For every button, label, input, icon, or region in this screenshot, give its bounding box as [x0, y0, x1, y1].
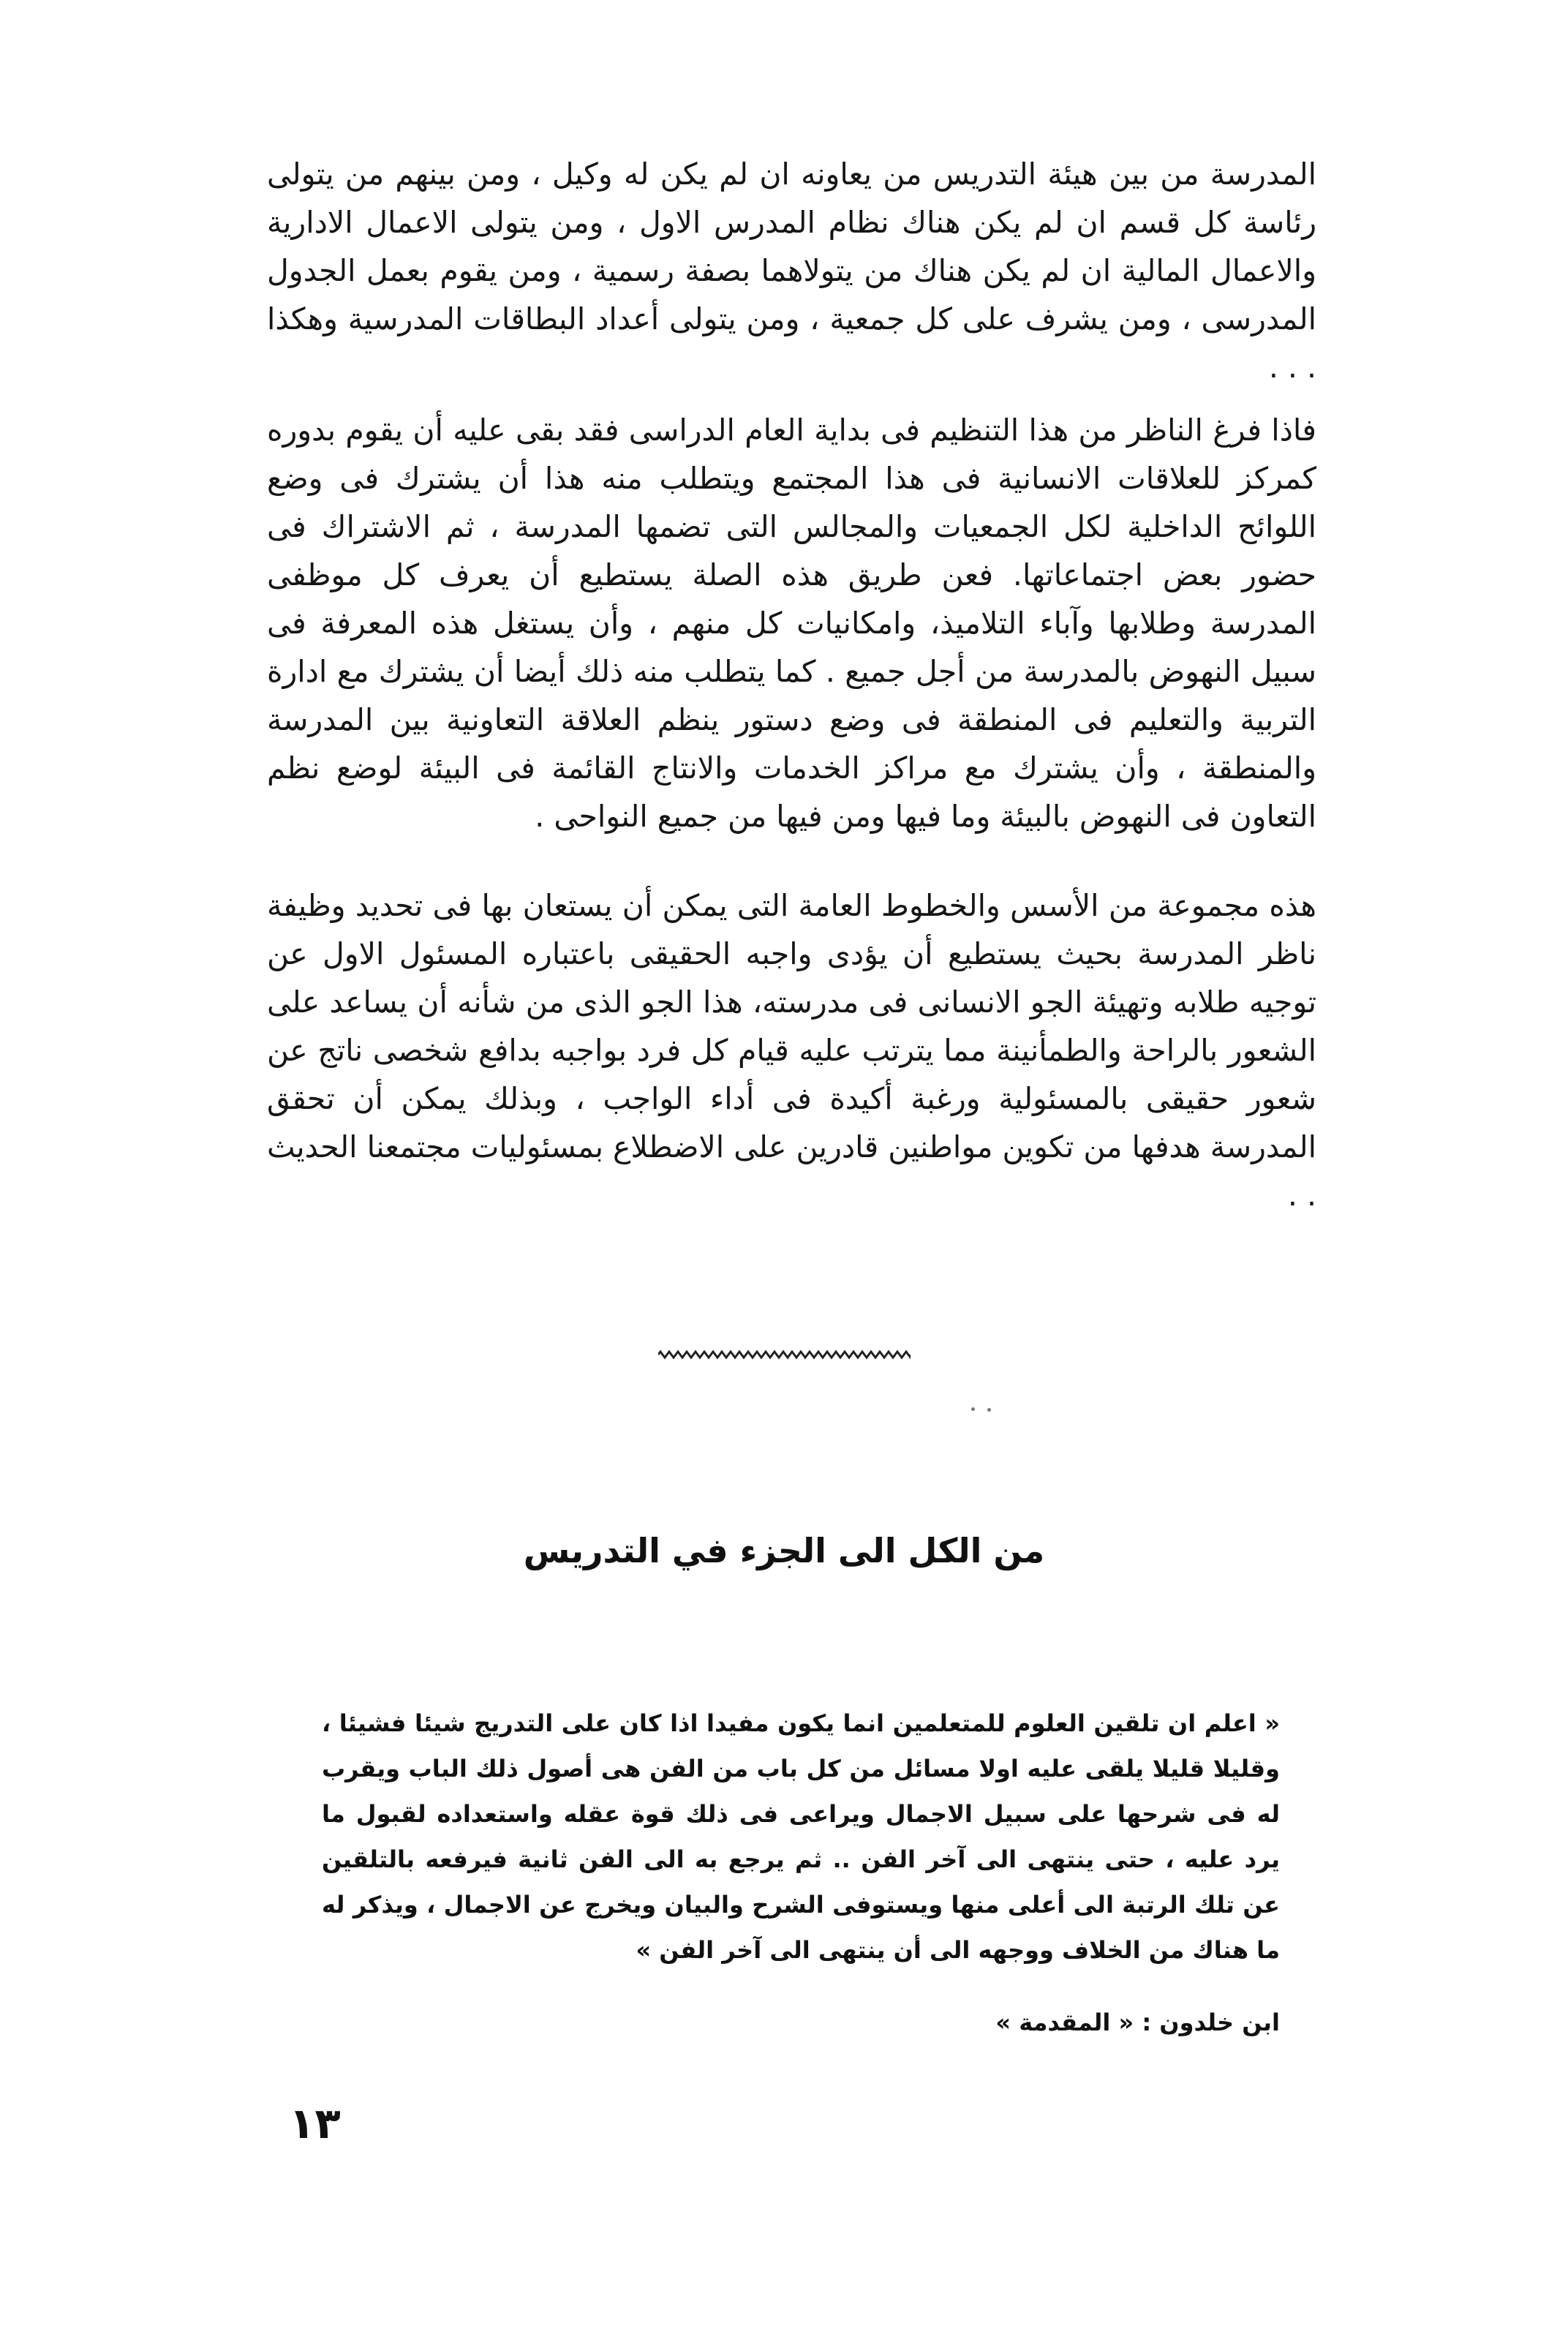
article-paragraph-1: المدرسة من بين هيئة التدريس من يعاونه ان لم يكن له وكيل ، ومن بينهم من يتولى رئاسة كل قسم ان لم يكن هناك نظام المدرس الاول ، ومن يتولى الاعمال الادارية والاعمال المالية ان لم يكن هناك من يتولاهما بصفة رسمية ، ومن يقوم بعمل الجدول المدرسى ، ومن يشرف على كل جمعية ، ومن يتولى أعداد البطاقات المدرسية وهكذا . . .	[267, 157, 1316, 385]
print-specks	[971, 1407, 993, 1412]
ibn-khaldun-quote: « اعلم ان تلقين العلوم للمتعلمين انما يكون مفيدا اذا كان على التدريج شيئا فشيئا ، وقليلا قليلا يلقى عليه اولا مسائل من كل باب من الفن هى أصول ذلك الباب ويقرب له فى شرحها على سبيل الاجمال ويراعى فى ذلك قوة عقله واستعداده لقبول ما يرد عليه ، حتى ينتهى الى آخر الفن .. ثم يرجع به الى الفن ثانية فيرفعه بالتلقين عن تلك الرتبة الى أعلى منها ويستوفى الشرح والبيان ويخرج عن الاجمال ، ويذكر له ما هناك من الخلاف ووجهه الى أن ينتهى الى آخر الفن »	[322, 1709, 1280, 1964]
article-paragraph-2: فاذا فرغ الناظر من هذا التنظيم فى بداية العام الدراسى فقد بقى عليه أن يقوم بدوره كمركز للعلاقات الانسانية فى هذا المجتمع ويتطلب منه هذا أن يشترك فى وضع اللوائح الداخلية لكل الجمعيات والمجالس التى تضمها المدرسة ، ثم الاشتراك فى حضور بعض اجتماعاتها. فعن طريق هذه الصلة يستطيع أن يعرف كل موظفى المدرسة وطلابها وآباء التلاميذ، وامكانيات كل منهم ، وأن يستغل هذه المعرفة فى سبيل النهوض بالمدرسة من أجل جميع . كما يتطلب منه ذلك أيضا أن يشترك مع ادارة التربية والتعليم فى المنطقة فى وضع دستور ينظم العلاقة التعاونية بين المدرسة والمنطقة ، وأن يشترك مع مراكز الخدمات والانتاج القائمة فى البيئة لوضع نظم التعاون فى النهوض بالبيئة وما فيها ومن فيها من جميع النواحى .	[267, 413, 1316, 834]
page-number: ١٣	[289, 2099, 341, 2148]
section-title: من الكل الى الجزء في التدريس	[523, 1531, 1045, 1570]
article-paragraph-3: هذه مجموعة من الأسس والخطوط العامة التى يمكن أن يستعان بها فى تحديد وظيفة ناظر المدرسة بحيث يستطيع أن يؤدى واجبه الحقيقى باعتباره المسئول الاول عن توجيه طلابه وتهيئة الجو الانسانى فى مدرسته، هذا الجو الذى من شأنه أن يساعد على الشعور بالراحة والطمأنينة مما يترتب عليه قيام كل فرد بواجبه بدافع شخصى ناتج عن شعور حقيقى بالمسئولية ورغبة أكيدة فى أداء الواجب ، وبذلك يمكن أن تحقق المدرسة هدفها من تكوين مواطنين قادرين على الاضطلاع بمسئوليات مجتمعنا الحديث . .	[267, 888, 1316, 1213]
wavy-divider	[658, 1350, 911, 1360]
quote-attribution: ابن خلدون : « المقدمة »	[995, 2009, 1280, 2036]
